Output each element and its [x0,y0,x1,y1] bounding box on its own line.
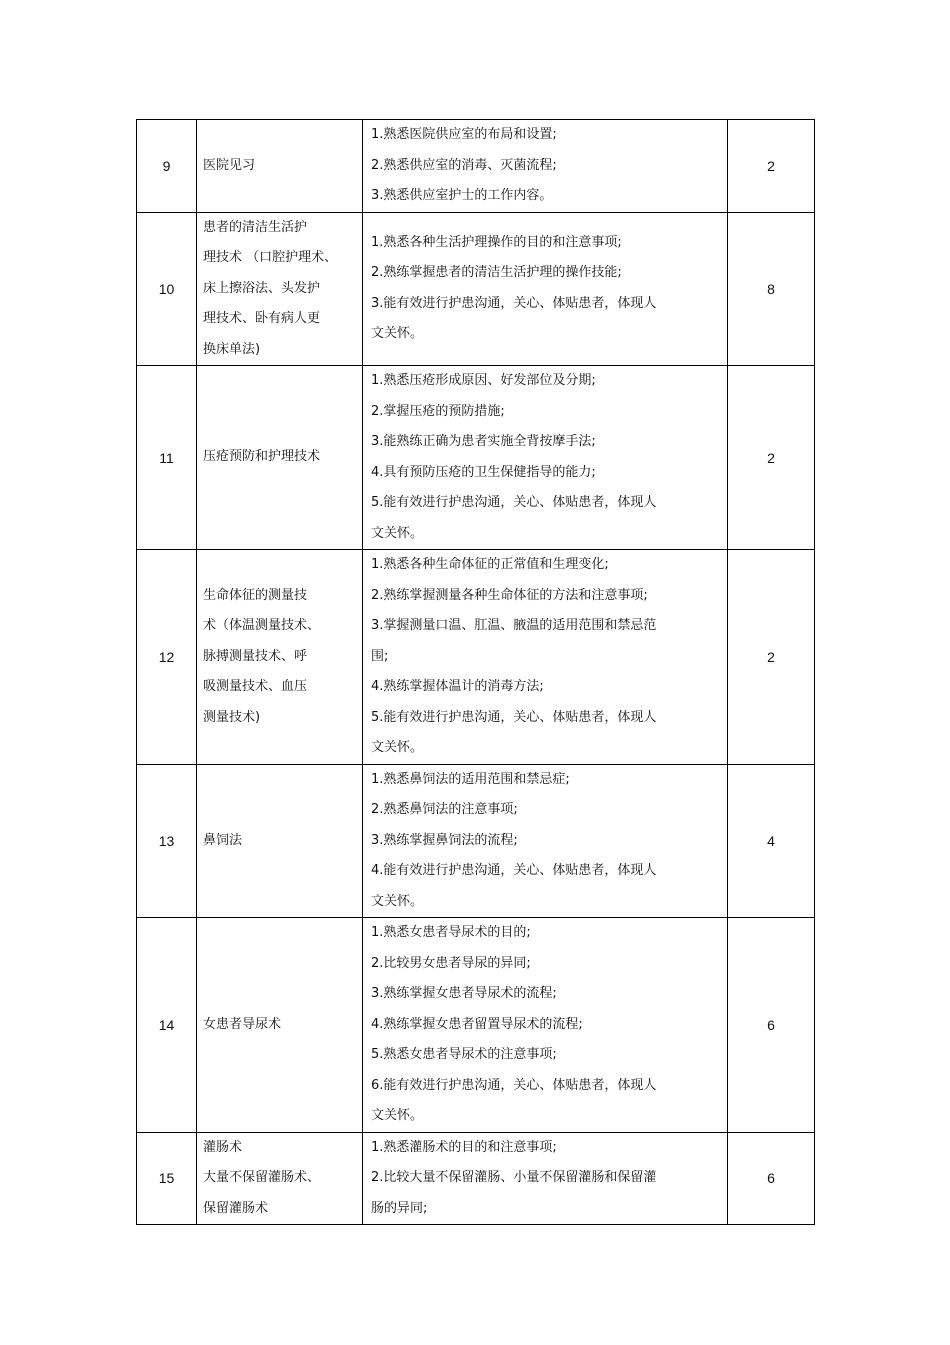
goal-line: 4.能有效进行护患沟通，关心、体贴患者，体现人 [371,863,657,878]
item-name-line: 换床单法) [203,341,261,357]
class-hours: 6 [728,1132,815,1225]
goal-line: 3.熟练掌握鼻饲法的流程; [371,832,518,848]
goal-line: 文关怀。 [371,326,424,342]
item-name-line: 脉搏测量技术、呼 [203,648,308,664]
item-name-line: 大量不保留灌肠术、 [203,1170,321,1185]
goal-line: 3.熟练掌握女患者导尿术的流程; [371,986,557,1001]
item-name-line: 保留灌肠术 [203,1200,269,1216]
item-name-line: 医院见习 [203,157,256,173]
row-number: 11 [137,366,197,550]
goal-line: 6.能有效进行护患沟通，关心、体贴患者，体现人 [371,1077,657,1093]
table-row [137,120,815,213]
item-name-line: 鼻饲法 [203,832,243,848]
goal-line: 5.能有效进行护患沟通，关心、体贴患者，体现人 [371,495,657,510]
goal-line: 2.熟练掌握患者的清洁生活护理的操作技能; [371,265,622,281]
item-goals [363,550,728,765]
table-row [137,366,815,550]
goal-line: 围; [371,648,389,664]
goal-line: 2.比较大量不保留灌肠、小量不保留灌肠和保留灌 [371,1170,657,1185]
training-plan-table [136,119,815,1225]
item-name-line: 压疮预防和护理技术 [203,449,321,465]
class-hours: 2 [728,366,815,550]
item-goals [363,918,728,1133]
goal-line: 文关怀。 [371,893,424,909]
row-number: 9 [137,120,197,213]
goal-line: 2.熟练掌握测量各种生命体征的方法和注意事项; [371,587,648,603]
goal-line: 2.熟悉供应室的消毒、灭菌流程; [371,157,557,173]
goal-line: 3.能熟练正确为患者实施全背按摩手法; [371,434,596,449]
class-hours: 4 [728,764,815,918]
table-body [137,120,815,1225]
item-name [197,550,363,765]
item-goals [363,212,728,366]
item-name [197,120,363,213]
table-row [137,1132,815,1225]
item-name-line: 女患者导尿术 [203,1016,282,1032]
goal-line: 3.掌握测量口温、肛温、腋温的适用范围和禁忌范 [371,618,657,633]
item-goals [363,764,728,918]
goal-line: 文关怀。 [371,740,424,755]
item-name [197,212,363,366]
table-row [137,212,815,366]
goal-line: 1.熟悉各种生活护理操作的目的和注意事项; [371,234,622,250]
item-name-line: 术（体温测量技术、 [203,618,321,633]
goal-line: 文关怀。 [371,525,424,541]
goal-line: 3.能有效进行护患沟通，关心、体贴患者，体现人 [371,295,657,311]
item-name-line: 测量技术) [203,709,261,725]
goal-line: 1.熟悉灌肠术的目的和注意事项; [371,1139,557,1155]
goal-line: 4.熟练掌握体温计的消毒方法; [371,679,544,694]
item-goals [363,120,728,213]
row-number: 13 [137,764,197,918]
item-name-line: 灌肠术 [203,1139,243,1155]
item-name-line: 理技术 （口腔护理术、 [203,250,338,265]
goal-line: 肠的异同; [371,1200,428,1216]
goal-line: 1.熟悉女患者导尿术的目的; [371,925,531,940]
item-name-line: 理技术、卧有病人更 [203,311,321,326]
goal-line: 3.熟悉供应室护士的工作内容。 [371,188,553,203]
goal-line: 2.熟悉鼻饲法的注意事项; [371,802,518,817]
item-name [197,918,363,1133]
row-number: 14 [137,918,197,1133]
goal-line: 1.熟悉压疮形成原因、好发部位及分期; [371,373,596,388]
table-row [137,918,815,1133]
item-name [197,366,363,550]
row-number: 12 [137,550,197,765]
item-goals [363,366,728,550]
goal-line: 2.比较男女患者导尿的异同; [371,955,531,971]
goal-line: 文关怀。 [371,1108,424,1123]
goal-line: 2.掌握压疮的预防措施; [371,403,505,419]
class-hours: 2 [728,550,815,765]
item-name [197,1132,363,1225]
item-goals [363,1132,728,1225]
goal-line: 1.熟悉鼻饲法的适用范围和禁忌症; [371,771,570,787]
item-name-line: 生命体征的测量技 [203,587,308,603]
goal-line: 1.熟悉医院供应室的布局和设置; [371,127,557,142]
goal-line: 4.具有预防压疮的卫生保健指导的能力; [371,464,596,480]
item-name-line: 患者的清洁生活护 [203,219,308,235]
table-row [137,764,815,918]
goal-line: 5.熟悉女患者导尿术的注意事项; [371,1047,557,1062]
goal-line: 5.能有效进行护患沟通，关心、体贴患者，体现人 [371,709,657,725]
goal-line: 1.熟悉各种生命体征的正常值和生理变化; [371,557,609,572]
item-name-line: 吸测量技术、血压 [203,679,308,694]
class-hours: 8 [728,212,815,366]
table-row [137,550,815,765]
row-number: 15 [137,1132,197,1225]
goal-line: 4.熟练掌握女患者留置导尿术的流程; [371,1016,583,1032]
class-hours: 2 [728,120,815,213]
row-number: 10 [137,212,197,366]
item-name [197,764,363,918]
item-name-line: 床上擦浴法、头发护 [203,280,321,296]
class-hours: 6 [728,918,815,1133]
